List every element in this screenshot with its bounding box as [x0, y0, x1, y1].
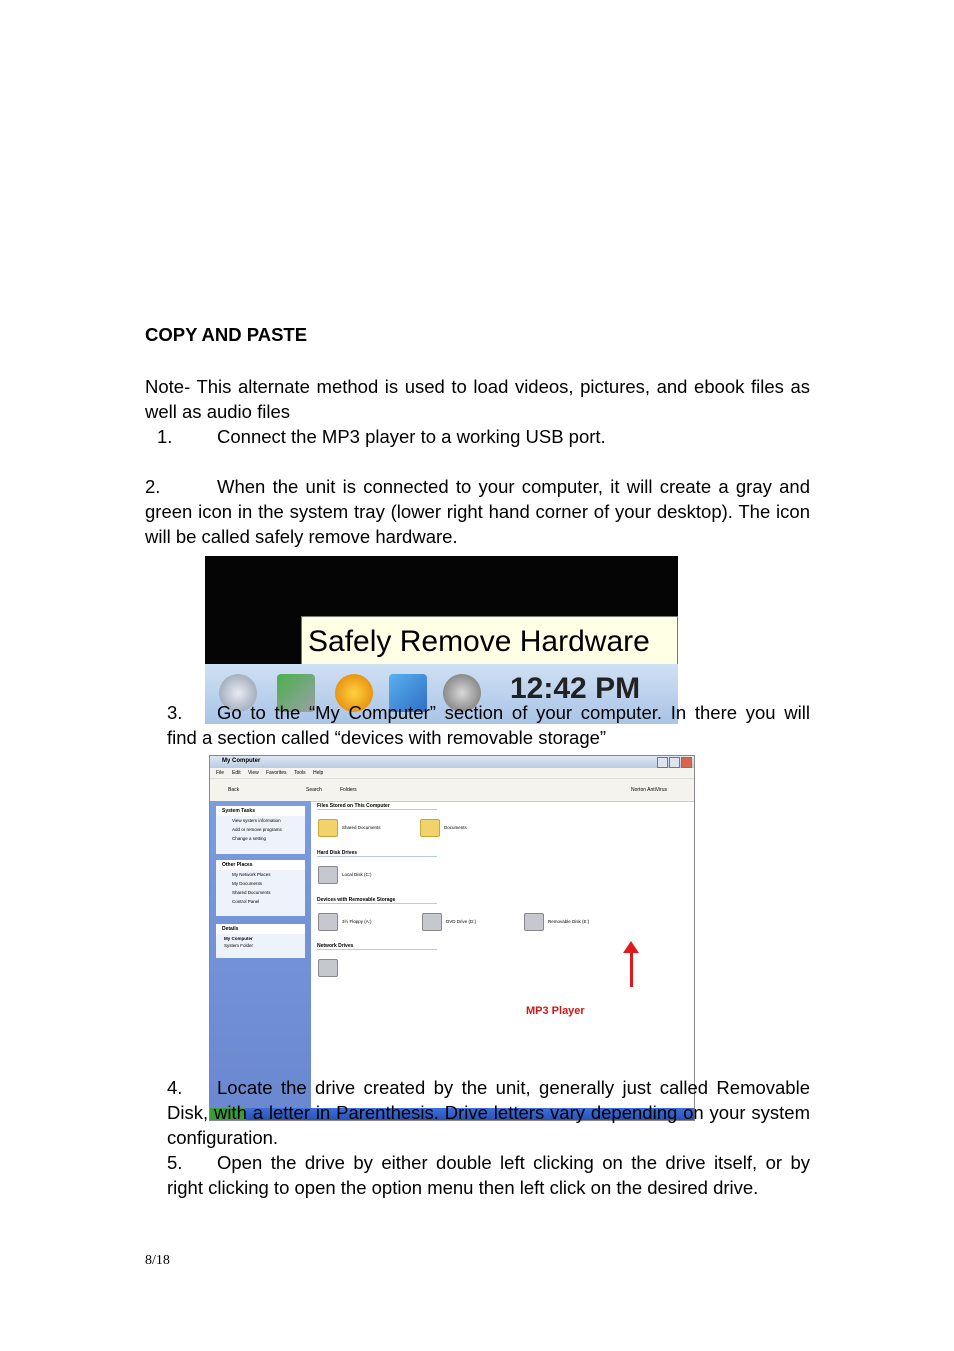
system-tasks-box: [216, 806, 305, 854]
dvd-drive-icon: [422, 913, 442, 931]
step-1-text: Connect the MP3 player to a working USB port.: [217, 426, 606, 447]
menu-file: File: [216, 770, 225, 776]
local-disk-item: [318, 866, 372, 884]
minimize-icon: [657, 757, 668, 768]
maximize-icon: [669, 757, 680, 768]
menu-bar: [210, 768, 694, 779]
step-3-text-rest: find a section called “devices with removable storage”: [167, 727, 607, 748]
menu-edit: Edit: [232, 770, 241, 776]
page-number: 8/18: [145, 1253, 170, 1268]
details-item: System Folder: [224, 943, 254, 948]
other-places-title: Other Places: [216, 860, 305, 870]
step-4-text-first: Locate the drive created by the unit, generally just called Removable: [217, 1077, 810, 1098]
search-button: Search: [306, 787, 322, 793]
step-2-text-rest: green icon in the system tray (lower right hand corner of your desktop). The icon will be called safely remove hardware.: [145, 501, 810, 547]
system-tasks-title: System Tasks: [216, 806, 305, 816]
toolbar: [210, 779, 694, 802]
step-5-text-rest: right clicking to open the option menu then left click on the desired drive.: [167, 1177, 759, 1198]
removable-section-title: Devices with Removable Storage: [317, 897, 437, 904]
shared-documents-label: Shared Documents: [342, 825, 381, 831]
step-2-text-first: When the unit is connected to your computer, it will create a gray and: [217, 476, 810, 497]
window-title: My Computer: [222, 758, 261, 764]
back-button: Back: [228, 787, 240, 793]
details-box: [216, 924, 305, 958]
folder-icon: [420, 819, 440, 837]
other-places-box: [216, 860, 305, 916]
task-pane: [210, 801, 311, 1120]
network-drive-item: [318, 959, 342, 977]
dvd-label: DVD Drive (D:): [446, 919, 476, 925]
details-item: My Computer: [224, 936, 253, 941]
floppy-icon: [318, 913, 338, 931]
menu-tools: Tools: [294, 770, 306, 776]
norton-label: Norton AntiVirus: [631, 787, 668, 793]
place-item: Shared Documents: [232, 890, 271, 895]
folders-button: Folders: [340, 787, 357, 793]
menu-help: Help: [313, 770, 324, 776]
place-item: My Network Places: [232, 872, 271, 877]
removable-disk-icon: [524, 913, 544, 931]
step-4-text-rest: Disk, with a letter in Parenthesis. Drive letters vary depending on your system configuration.: [167, 1102, 810, 1148]
my-computer-screenshot: [209, 755, 695, 1121]
step-4-number: 4.: [167, 1077, 183, 1098]
hard-drives-section-title: Hard Disk Drives: [317, 850, 437, 857]
network-section-title: Network Drives: [317, 943, 437, 950]
step-1-number: 1.: [157, 426, 173, 447]
removable-disk-label: Removable Disk (E:): [548, 919, 590, 925]
place-item: Control Panel: [232, 899, 260, 904]
step-3-text-first: Go to the “My Computer” section of your computer. In there you will: [217, 702, 810, 723]
section-heading: COPY AND PASTE: [145, 324, 308, 345]
window-titlebar: [210, 756, 694, 768]
arrow-shaft: [630, 947, 633, 987]
removable-disk-item: [524, 913, 589, 931]
clock: 12:42 PM: [510, 672, 641, 705]
step-2-number: 2.: [145, 476, 161, 497]
floppy-item: [318, 913, 372, 931]
step-5-number: 5.: [167, 1152, 183, 1173]
step-3-number: 3.: [167, 702, 183, 723]
safely-remove-tooltip: Safely Remove Hardware: [301, 616, 678, 666]
documents-item: [420, 819, 467, 837]
task-item: View system information: [232, 818, 281, 823]
note-paragraph: Note- This alternate method is used to load videos, pictures, and ebook files as well as audio files: [145, 376, 810, 422]
menu-favorites: Favorites: [266, 770, 287, 776]
place-item: My Documents: [232, 881, 263, 886]
floppy-label: 3½ Floppy (A:): [342, 919, 372, 925]
content-pane: [312, 801, 694, 1120]
mp3-player-callout: MP3 Player: [526, 1005, 585, 1017]
hard-drive-icon: [318, 866, 338, 884]
files-section-title: Files Stored on This Computer: [317, 803, 437, 810]
shared-documents-item: [318, 819, 381, 837]
task-item: Change a setting: [232, 836, 267, 841]
task-item: Add or remove programs: [232, 827, 282, 832]
dvd-item: [422, 913, 476, 931]
step-5-text-first: Open the drive by either double left clicking on the drive itself, or by: [217, 1152, 810, 1173]
menu-view: View: [248, 770, 259, 776]
close-icon: [681, 757, 692, 768]
documents-label: Documents: [444, 825, 467, 831]
system-tray-screenshot: [205, 556, 678, 724]
local-disk-label: Local Disk (C:): [342, 872, 372, 878]
details-title: Details: [216, 924, 305, 934]
network-drive-icon: [318, 959, 338, 977]
folder-icon: [318, 819, 338, 837]
